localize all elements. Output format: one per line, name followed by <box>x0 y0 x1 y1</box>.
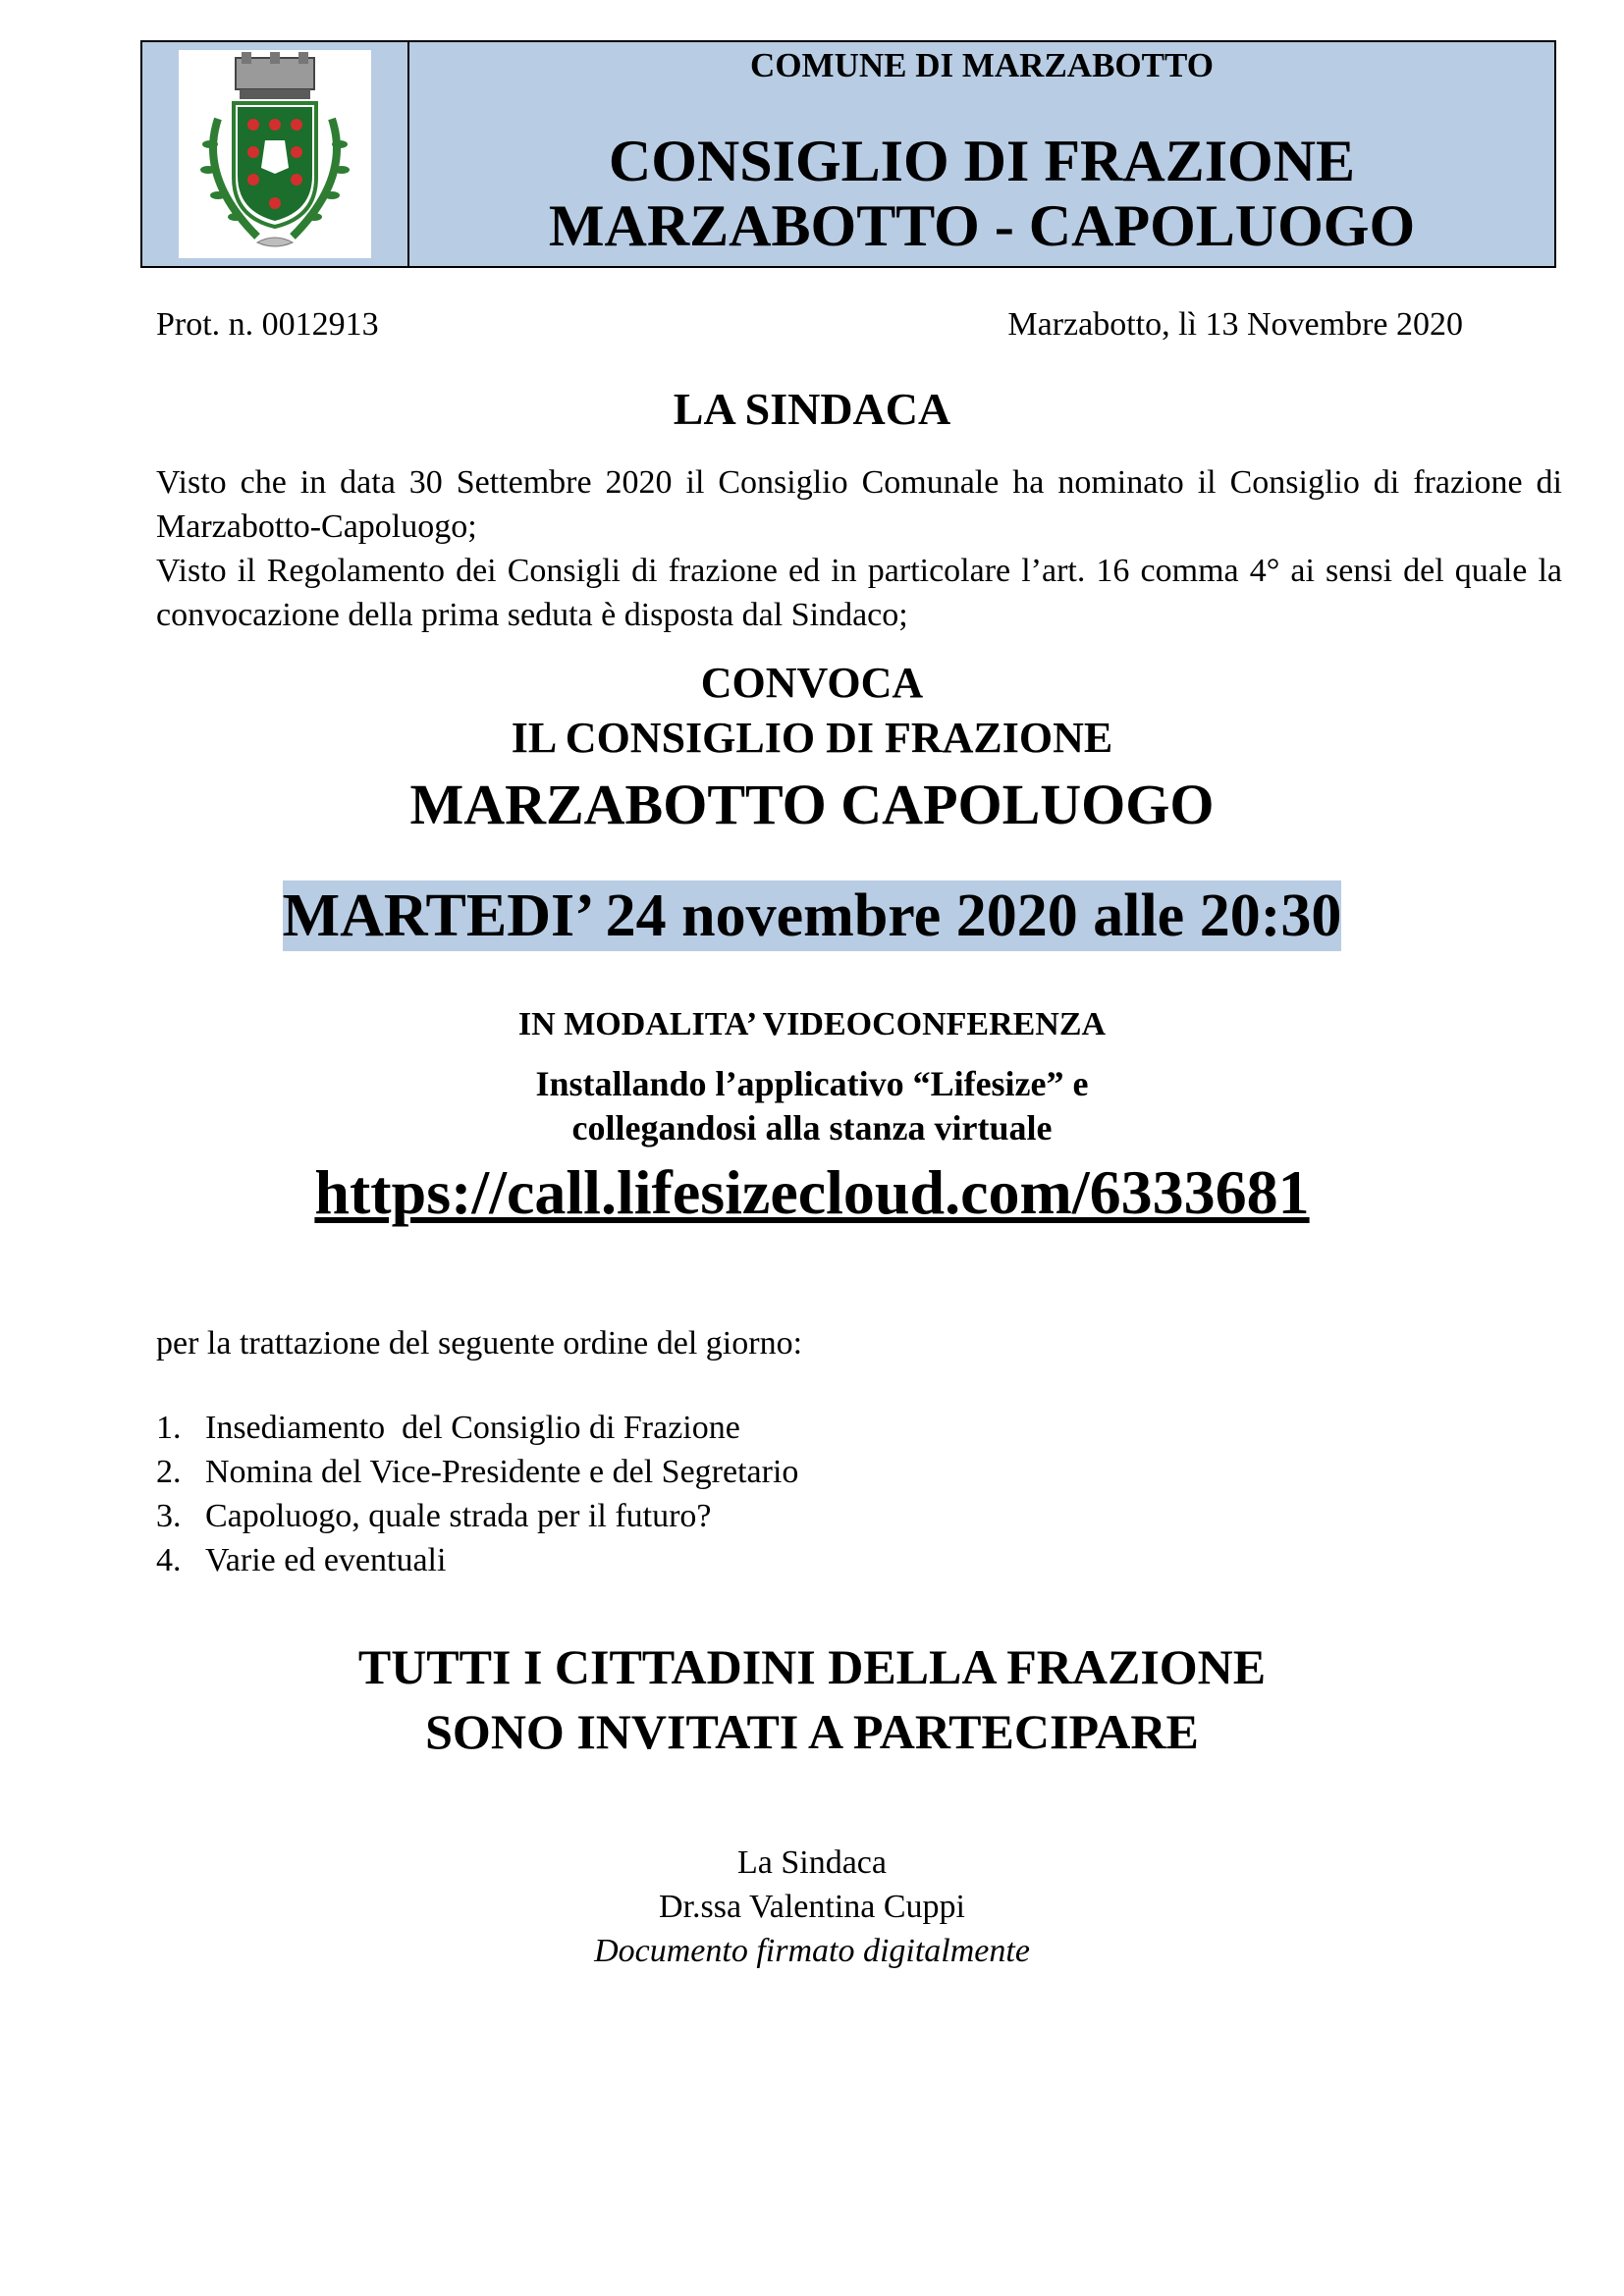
header-title-cell <box>409 42 1554 266</box>
agenda-list <box>156 1406 798 1582</box>
agenda-item-number: 4. <box>156 1542 182 1578</box>
il-consiglio-heading: IL CONSIGLIO DI FRAZIONE <box>511 714 1113 762</box>
videoconference-link[interactable]: https://call.lifesizecloud.com/6333681 <box>314 1157 1310 1227</box>
agenda-item <box>156 1538 798 1582</box>
header-title-line2: MARZABOTTO - CAPOLUOGO <box>548 193 1416 258</box>
agenda-item-number: 1. <box>156 1410 182 1446</box>
installation-instructions <box>0 1062 1624 1150</box>
document-date: Marzabotto, lì 13 Novembre 2020 <box>1007 306 1463 343</box>
invitation-line1: TUTTI I CITTADINI DELLA FRAZIONE <box>357 1639 1267 1694</box>
agenda-item-text: Capoluogo, quale strada per il futuro? <box>205 1498 712 1534</box>
comune-name: COMUNE DI MARZABOTTO <box>750 46 1214 84</box>
protocol-number: Prot. n. 0012913 <box>156 306 379 343</box>
agenda-item-text: Varie ed eventuali <box>205 1542 447 1578</box>
modalita-label: IN MODALITA’ VIDEOCONFERENZA <box>517 1006 1107 1042</box>
installation-line1: Installando l’applicativo “Lifesize” e <box>535 1064 1089 1103</box>
meeting-date-wrapper <box>0 881 1624 951</box>
sindaca-heading: LA SINDACA <box>673 384 951 434</box>
signature-note: Documento firmato digitalmente <box>594 1933 1030 1969</box>
capoluogo-heading: MARZABOTTO CAPOLUOGO <box>409 773 1215 836</box>
coat-of-arms-logo <box>179 50 371 258</box>
agenda-item-text: Insediamento del Consiglio di Frazione <box>205 1410 740 1446</box>
paragraph-visto-1: Visto che in data 30 Settembre 2020 il Consiglio Comunale ha nominato il Consiglio di frazione di Marzabotto-Capoluogo; <box>156 464 1562 545</box>
signature-name: Dr.ssa Valentina Cuppi <box>659 1889 965 1925</box>
installation-line2: collegandosi alla stanza virtuale <box>571 1108 1053 1148</box>
paragraph-visto-2: Visto il Regolamento dei Consigli di frazione ed in particolare l’art. 16 comma 4° ai sensi del quale la convocazione della prima seduta è disposta dal Sindaco; <box>156 553 1562 633</box>
convoca-heading: CONVOCA <box>700 659 924 707</box>
invitation-message <box>0 1634 1624 1764</box>
agenda-item-text: Nomina del Vice-Presidente e del Segretario <box>205 1454 799 1490</box>
agenda-item-number: 3. <box>156 1498 182 1534</box>
header-title <box>409 129 1554 258</box>
signature-block <box>0 1841 1624 1973</box>
agenda-item <box>156 1450 798 1494</box>
coat-of-arms-icon <box>179 50 371 258</box>
agenda-intro: per la trattazione del seguente ordine del giorno: <box>156 1325 803 1362</box>
signature-role: La Sindaca <box>737 1844 887 1881</box>
agenda-item <box>156 1494 798 1538</box>
invitation-line2: SONO INVITATI A PARTECIPARE <box>425 1704 1199 1759</box>
meeting-date: MARTEDI’ 24 novembre 2020 alle 20:30 <box>282 882 1342 949</box>
agenda-item-number: 2. <box>156 1454 182 1490</box>
header-title-line1: CONSIGLIO DI FRAZIONE <box>608 129 1356 193</box>
logo-cell <box>142 42 409 266</box>
header-box <box>140 40 1556 268</box>
agenda-item <box>156 1406 798 1450</box>
